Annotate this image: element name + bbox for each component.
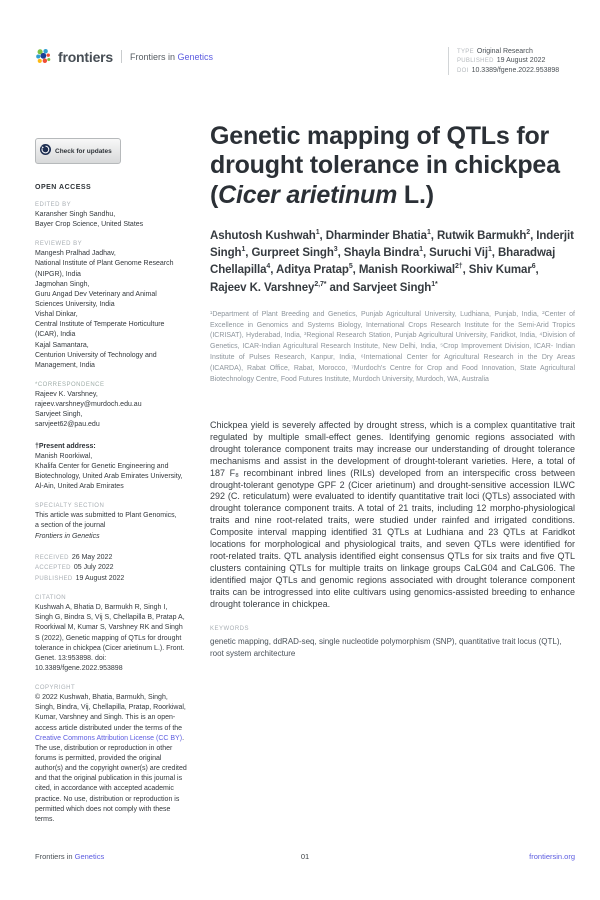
keywords-text: genetic mapping, ddRAD-seq, single nucleotide polymorphism (SNP), quantitative trait locus (QTL), root system architecture <box>210 637 562 659</box>
editor-name: Karansher Singh Sandhu, <box>35 211 116 218</box>
author-affiliation-marker: 1 <box>315 228 320 236</box>
brand-separator <box>121 50 122 63</box>
date-value: 26 May 2022 <box>71 553 113 561</box>
meta-row <box>457 56 575 65</box>
edited-by-entries <box>35 210 187 230</box>
author-affiliation-marker: 1 <box>241 246 246 254</box>
article-meta-block <box>448 47 575 75</box>
correspondence-label: *CORRESPONDENCE <box>35 381 105 388</box>
affiliations: ¹Department of Plant Breeding and Genetics, Punjab Agricultural University, Ludhiana, Punjab, India, ²Center of Excellence in Genomics and Systems Biology, International Crops Research Institute for the Semi-Arid Tropics (ICRISAT), Hyderabad, India, ³Regional Research Station, Punjab Agricultural University, Faridkot, India, ⁴Division of Genetics, ICAR-Indian Agricultural Research Institute, New Delhi, India, ⁵Crop Improvement Division, ICAR- Indian Institute of Pulses Research, Kanpur, India, ⁶International Center for Agricultural Research in the Dry Areas (ICARDA), Rabat Office, Rabat, Morocco, ⁷Murdoch's Centre for Crop and Food Innovation, State Agricultural Biotechnology Centre, Food Futures Institute, Murdoch University, Murdoch, WA, Australia <box>210 310 575 383</box>
author-separator: , <box>535 264 539 277</box>
reviewer-institution: Guru Angad Dev Veterinary and Animal Sciences University, India <box>35 290 157 308</box>
author-affiliation-marker: 2 <box>526 228 531 236</box>
present-address-label: †Present address: <box>35 442 96 450</box>
author-affiliation-marker: 1 <box>426 228 431 236</box>
author-separator: , <box>422 247 430 259</box>
citation-section <box>35 595 187 674</box>
date-label: PUBLISHED <box>35 575 73 582</box>
present-address-entries <box>35 452 187 493</box>
author-name: Bharadwaj Chellapilla <box>210 247 556 277</box>
author-list <box>210 228 575 297</box>
journal-name-link[interactable]: Genetics <box>177 51 214 62</box>
author-name: Inderjit Singh <box>210 229 574 259</box>
meta-value: Original Research <box>476 48 533 55</box>
edited-by-label: EDITED BY <box>35 202 72 208</box>
correspondence-entries <box>35 390 187 431</box>
author-affiliation-marker: 1* <box>431 280 438 288</box>
reviewer-institution: Central Institute of Temperate Horticulture (ICAR), India <box>35 321 165 339</box>
author <box>251 247 343 259</box>
date-value: 05 July 2022 <box>73 564 114 572</box>
correspondent-name: Rajeev K. Varshney, <box>35 390 98 398</box>
dates-section <box>35 553 187 585</box>
author-name: Shiv Kumar <box>468 264 532 277</box>
correspondent-email-link[interactable]: sarvjeet62@pau.edu <box>35 421 100 429</box>
copyright-text-pre: © 2022 Kushwah, Bhatia, Barmukh, Singh, Singh, Bindra, Vij, Chellapilla, Pratap, Roorkiwal, Kumar, Varshney and Singh. This is an open-access article distributed under the terms of the <box>35 694 186 732</box>
reviewed-by-label: REVIEWED BY <box>35 241 83 248</box>
journal-header <box>35 48 213 65</box>
reviewer-name: Kajal Samantara, <box>35 341 89 349</box>
title-line-3: (Cicer arietinum L.) <box>210 180 434 209</box>
article-title <box>210 122 575 210</box>
author <box>344 247 429 259</box>
author <box>276 264 359 276</box>
author <box>437 230 536 242</box>
present-address-institution: Khalifa Center for Genetic Engineering and Biotechnology, United Arab Emirates University, Al-Ain, United Arab Emirates <box>35 462 183 491</box>
article-main-column <box>210 122 575 660</box>
date-label: RECEIVED <box>35 554 69 561</box>
reviewer-institution: National Institute of Plant Genome Research (NIPGR), India <box>35 260 174 278</box>
correspondent-name: Sarvjeet Singh, <box>35 411 83 419</box>
author-affiliation-marker: 1 <box>487 246 492 254</box>
specialty-line: This article was submitted to Plant Genomics, <box>35 512 177 520</box>
footer-journal-prefix: Frontiers in <box>35 852 73 861</box>
species-name-italic: Cicer arietinum <box>218 180 398 209</box>
author-separator: , <box>270 264 276 277</box>
frontiers-logo-icon[interactable] <box>35 48 52 65</box>
cc-by-license-link[interactable]: Creative Commons Attribution License (CC BY) <box>35 734 183 742</box>
reviewer-entry <box>35 341 187 371</box>
author-name: Shayla Bindra <box>343 247 420 259</box>
copyright-section <box>35 685 187 825</box>
correspondence-section <box>35 382 187 431</box>
open-access-label: OPEN ACCESS <box>35 184 92 191</box>
author-separator: , <box>430 229 437 242</box>
meta-label: DOI <box>457 67 469 74</box>
date-label: ACCEPTED <box>35 565 71 572</box>
present-address-section <box>35 442 187 493</box>
author-name: Gurpreet Singh <box>251 247 334 259</box>
date-value: 19 August 2022 <box>75 574 125 582</box>
author-name: Aditya Pratap <box>275 264 349 277</box>
author-name: Suruchi Vij <box>429 247 488 259</box>
check-for-updates-button[interactable] <box>35 138 121 164</box>
author <box>469 264 539 276</box>
specialty-line: Frontiers in Genetics <box>35 532 100 540</box>
specialty-section <box>35 503 187 541</box>
reviewer-name: Vishal Dinkar, <box>35 311 78 319</box>
author <box>429 247 498 259</box>
page-number: 01 <box>300 852 310 861</box>
reviewer-name: Jagmohan Singh, <box>35 280 90 288</box>
title-line-1: Genetic mapping of QTLs for <box>210 122 550 150</box>
author-name: Ashutosh Kushwah <box>210 229 316 242</box>
author-separator: , <box>245 247 252 259</box>
author-separator: , <box>352 264 359 277</box>
author <box>353 282 438 294</box>
correspondence-entry <box>35 410 187 430</box>
meta-row <box>457 47 575 56</box>
specialty-section-label: SPECIALTY SECTION <box>35 503 105 510</box>
author-affiliation-marker: 3 <box>333 246 338 254</box>
author-separator: , <box>337 247 344 259</box>
author-separator: , <box>491 247 498 259</box>
author-affiliation-marker: 5 <box>348 263 353 271</box>
reviewer-entry <box>35 280 187 310</box>
brand-wordmark[interactable]: frontiers <box>58 48 113 65</box>
check-for-updates-label: Check for updates <box>55 147 112 155</box>
correspondent-email-link[interactable]: rajeev.varshney@murdoch.edu.au <box>35 401 142 409</box>
footer-site-link[interactable]: frontiersin.org <box>529 852 575 861</box>
present-address-name: Manish Roorkiwal, <box>35 452 93 460</box>
author-separator: , <box>530 229 537 242</box>
footer-journal-link[interactable]: Genetics <box>74 852 105 861</box>
date-row <box>35 563 187 574</box>
meta-label: PUBLISHED <box>457 58 494 65</box>
author-separator: , <box>319 229 326 242</box>
author <box>326 230 437 242</box>
author-affiliation-marker: 2† <box>455 263 463 271</box>
meta-value: 19 August 2022 <box>496 57 546 65</box>
author-affiliation-marker: 4 <box>266 263 271 271</box>
author <box>359 264 469 276</box>
reviewer-institution: Centurion University of Technology and Management, India <box>35 351 157 369</box>
abstract-text: Chickpea yield is severely affected by drought stress, which is a complex quantitative trait regulated by multiple small-effect genes. Identifying genomic regions associated with drought tolerance component traits may increase our understanding of drought tolerance mechanisms and assist in the development of drought-tolerant varieties. Here, a total of 187 F₈ recombinant inbred lines (RILs) developed from an interspecific cross between drought-tolerant genotype GPF 2 (Cicer arietinum) and drought-sensitive accession ILWC 292 (C. reticulatum) were evaluated to identify quantitative trait loci (QTLs) associated with drought tolerance component traits. A total of 21 traits, including 12 morpho-physiological traits and nine root-related traits, were studied under rainfed and irrigated conditions. Composite interval mapping identified 31 QTLs at Ludhiana and 23 QTLs at Faridkot locations for morphological and physiological traits, and seven QTLs were identified for root-related traits. QTL analysis identified eight consensus QTLs for six traits and five QTL clusters containing QTLs for multiple traits on linkage groups CaLG04 and CaLG06. The identified major QTLs and genomic regions associated with drought tolerance component traits can be introgressed into elite cultivars using genomics-assisted breeding to enhance drought tolerance in chickpea. <box>210 419 575 610</box>
author-affiliation-marker: 1 <box>419 246 423 254</box>
citation-label: CITATION <box>35 595 67 602</box>
copyright-label: COPYRIGHT <box>35 685 76 692</box>
author-affiliation-marker: 2,7* <box>314 280 327 288</box>
date-row <box>35 553 187 564</box>
meta-label: TYPE <box>457 49 474 55</box>
editor-entry <box>35 210 187 230</box>
reviewed-by-entries <box>35 249 187 371</box>
author-separator: and <box>326 281 353 294</box>
copyright-text <box>35 693 187 825</box>
correspondence-entry <box>35 390 187 410</box>
meta-row <box>457 66 575 75</box>
copyright-text-post: . The use, distribution or reproduction in other forums is permitted, provided the original author(s) and the copyright owner(s) are credited and that the original publication in this journal is cited, in accordance with accepted academic practice. No use, distribution or reproduction is permitted which does not comply with these terms. <box>35 734 187 823</box>
specialty-lines <box>35 511 187 541</box>
date-row <box>35 574 187 585</box>
article-info-sidebar <box>35 138 187 825</box>
author-name: Dharminder Bhatia <box>325 229 427 242</box>
author <box>210 230 326 242</box>
keywords-label: KEYWORDS <box>210 626 250 633</box>
reviewed-by-section <box>35 241 187 371</box>
present-address-entry <box>35 452 187 493</box>
author <box>210 282 353 294</box>
journal-prefix: Frontiers in <box>130 51 176 62</box>
reviewer-entry <box>35 310 187 340</box>
author-separator: , <box>462 264 469 277</box>
reviewer-entry <box>35 249 187 279</box>
author-name: Manish Roorkiwal <box>358 264 455 277</box>
citation-text: Kushwah A, Bhatia D, Barmukh R, Singh I, Singh G, Bindra S, Vij S, Chellapilla B, Pratap A, Roorkiwal M, Kumar S, Varshney RK and Singh S (2022), Genetic mapping of QTLs for drought tolerance in chickpea (Cicer arietinum L.). Front. Genet. 13:953898. doi: 10.3389/fgene.2022.953898 <box>35 604 185 672</box>
journal-name-line <box>130 52 213 62</box>
reviewer-name: Mangesh Pralhad Jadhav, <box>35 250 116 258</box>
author-name: Rajeev K. Varshney <box>210 281 315 294</box>
author-affiliation-marker: 6 <box>531 263 536 271</box>
author-name: Rutwik Barmukh <box>436 229 527 242</box>
edited-by-section <box>35 202 187 230</box>
specialty-line: a section of the journal <box>35 522 106 530</box>
title-line-2: drought tolerance in chickpea <box>210 151 560 180</box>
meta-value: 10.3389/fgene.2022.953898 <box>471 66 560 74</box>
crossmark-icon <box>40 142 51 160</box>
editor-institution: Bayer Crop Science, United States <box>35 221 144 229</box>
author-name: Sarvjeet Singh <box>352 281 432 294</box>
